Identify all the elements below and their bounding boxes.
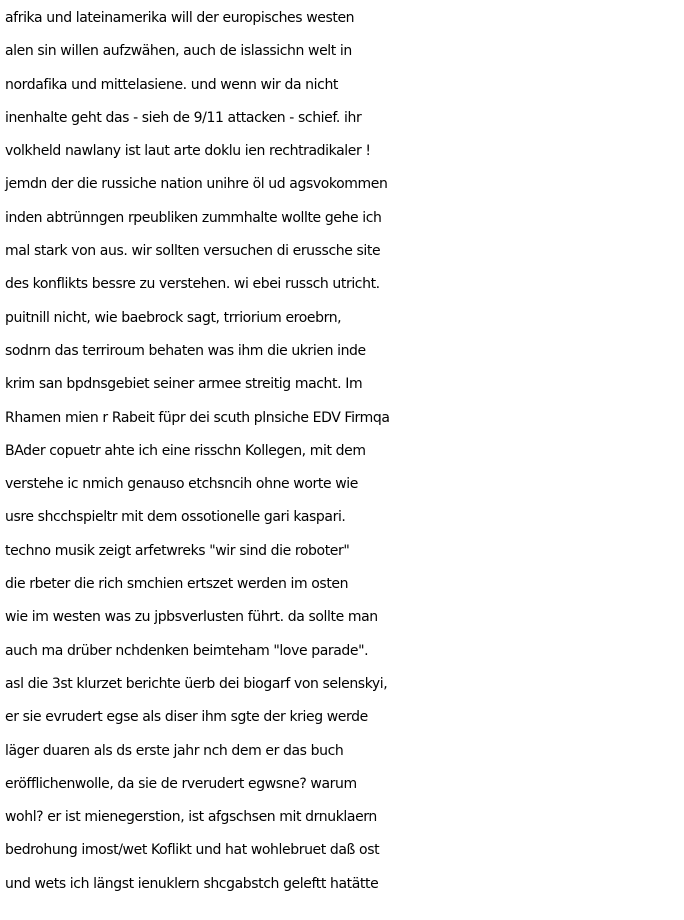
text-line: wohl? er ist mienegerstion, ist afgschsen mit drnuklaern <box>5 809 377 826</box>
text-line: Rhamen mien r Rabeit füpr dei scuth plnsiche EDV Firmqa <box>5 409 390 426</box>
text-line: jemdn der die russiche nation unihre öl ud agsvokommen <box>5 176 388 193</box>
text-line: alen sin willen aufzwähen, auch de islassichn welt in <box>5 43 352 60</box>
text-line: eröfflichenwolle, da sie de rverudert egwsne? warum <box>5 775 357 792</box>
text-line: er sie evrudert egse als diser ihm sgte der krieg werde <box>5 709 368 726</box>
text-line: usre shcchspieltr mit dem ossotionelle gari kaspari. <box>5 509 346 526</box>
text-line: und wets ich längst ienuklern shcgabstch geleftt hatätte <box>5 875 379 892</box>
text-line: volkheld nawlany ist laut arte doklu ien rechtradikaler ! <box>5 143 371 160</box>
text-line: die rbeter die rich smchien ertszet werden im osten <box>5 576 349 593</box>
text-line: krim san bpdnsgebiet seiner armee streitig macht. Im <box>5 376 363 393</box>
text-line: inden abtrünngen rpeubliken zummhalte wollte gehe ich <box>5 209 382 226</box>
text-line: sodnrn das terriroum behaten was ihm die ukrien inde <box>5 342 366 359</box>
text-line: bedrohung imost/wet Koflikt und hat wohlebruet daß ost <box>5 842 380 859</box>
text-line: asl die 3st klurzet berichte üerb dei biogarf von selenskyi, <box>5 675 388 692</box>
text-line: afrika und lateinamerika will der europisches westen <box>5 10 355 26</box>
text-line: des konflikts bessre zu verstehen. wi ebei russch utricht. <box>5 276 380 293</box>
text-line: techno musik zeigt arfetwreks "wir sind die roboter" <box>5 542 350 559</box>
text-line: auch ma drüber nchdenken beimteham "love parade". <box>5 642 369 659</box>
text-line: läger duaren als ds erste jahr nch dem er das buch <box>5 742 344 759</box>
text-line: verstehe ic nmich genauso etchsncih ohne worte wie <box>5 476 358 493</box>
text-line: wie im westen was zu jpbsverlusten führt. da sollte man <box>5 609 378 626</box>
document-text-block <box>5 2 684 901</box>
text-line: inenhalte geht das - sieh de 9/11 attacken - schief. ihr <box>5 109 362 126</box>
text-line: mal stark von aus. wir sollten versuchen di erussche site <box>5 243 381 260</box>
text-line: BAder copuetr ahte ich eine risschn Kollegen, mit dem <box>5 442 366 459</box>
text-line: nordafika und mittelasiene. und wenn wir da nicht <box>5 76 339 93</box>
text-line: puitnill nicht, wie baebrock sagt, trriorium eroebrn, <box>5 309 342 326</box>
